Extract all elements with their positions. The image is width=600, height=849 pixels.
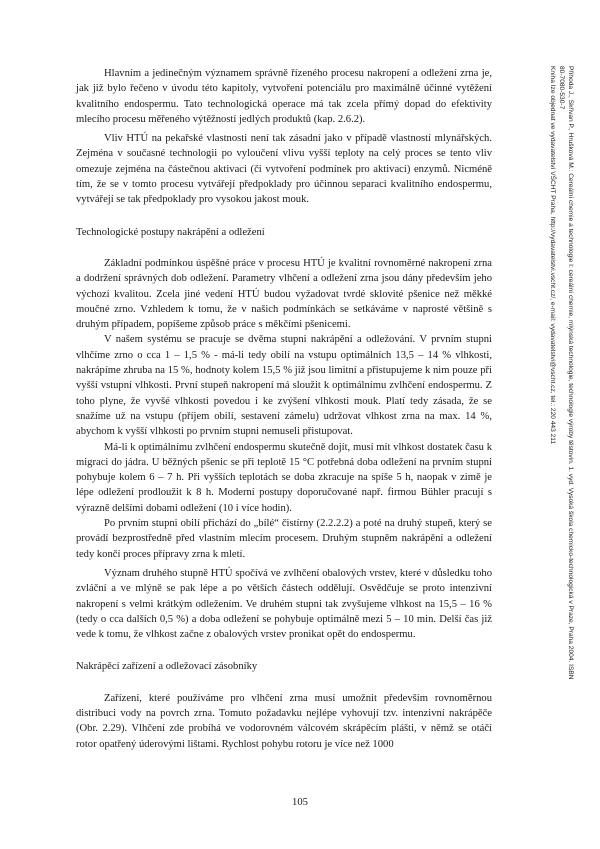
paragraph-8: Zařízení, které používáme pro vlhčení zrna musí umožnit především rovnoměrnou distribuci vody na povrch zrna. Tomuto požadavku nejlépe vyhovují tzv. intenzivní nakrápěče (Obr. 2.29). Vlhčení zde probíhá ve vodorovném válcovém skrápěcím plášti, v němž se otáčí rotor opatřený úderovými lištami. Rychlost pohybu rotoru je více než 1000 [76,692,492,750]
paragraph-3: Základní podmínkou úspěšné práce v procesu HTÚ je kvalitní rovnoměrné nakropení zrna a dodržení správných dob odležení. Parametry vlhčení a odležení zrna jsou dány především jeho výchozí kvalitou. Zcela jiné vedení HTÚ budou vyžadovat tvrdé sklovité pšenice než měkké moučné zrno. Vzhledem k tomu, že v našich podmínkách se setkáváme v naprosté většině s druhým případem, popíšeme způsob práce s měkčími pšenicemi. [76,257,492,331]
paragraph-1: Hlavním a jedinečným významem správně řízeného procesu nakropení a odležení zrna je, jak již bylo řečeno v úvodu této kapitoly, vytvoření potenciálu pro maximálně účinné vytěžení kvalitního endospermu. Tato technologická operace má tak zcela přímý dopad do efektivity mlecího procesu měřeného výtěžností jedlých produktů (kap. 2.6.2). [76,68,492,125]
side-citation-line-1: Příhoda J., Skřivan P., Hrušková M.: Cereální chemie a technologie I: cereální chemie, mlýnská technologie, technologie výroby těstovin. 1. vyd. Vysoká škola chemicko-technologická v Praze, Praha 2004. ISBN [567,66,574,680]
paragraph-4: V našem systému se pracuje se dvěma stupni nakrápění a odležování. V prvním stupni vlhčíme zrno o cca 1 – 1,5 % - má-li tedy obilí na vstupu optimálních 13,5 – 14 % vlhkosti, nakrápíme zhruba na 15 %, hodnoty kolem 15,5 % již jsou limitní a přistupujeme k nim pouze při vyšší vstupní vlhkosti. První stupeň nakropení má sloužit k optimálnímu zvlhčení endospermu. Z toho plyne, že vyvšé vlhkosti povedou i ke zvýšení vlhkosti mouk. Platí tedy zásada, že se snažíme už na vstupu (příjem obilí, sestavení zámelu) udržovat vlhkost zrna na max. 14 %, abychom k vyšší vlhkosti po prvním stupni nemuseli přistupovat. [76,334,492,438]
main-text [76,66,492,752]
side-citation-line-3: Kniha Ize objednat ve vydavatelství VŠCHT Praha, http://vydavatelstvi.vscht.cz/, e-mail: vydavatelstvi@vscht.cz, tel.: 220 443 211 [548,66,556,445]
side-citation [547,66,575,802]
section-heading-2: Nakrápěcí zařízení a odležovací zásobníky [76,661,258,673]
paragraph-2: Vliv HTÚ na pekařské vlastnosti není tak zásadní jako v případě vlastností mlynářských. Zejména v současné technologii po vyloučení vlivu vyšší teploty na celý proces se tento vliv omezuje zejména na částečnou aktivaci (či vytvoření podmínek pro aktivaci) enzymů. Nicméně tím, že se v tomto procesu vytvářejí předpoklady pro účinnou separaci kvalitního endospermu, vytvářejí se tak předpoklady pro vysokou jakost mouk. [76,133,492,206]
side-citation-line-2: 80-7080-530-7 [557,66,565,110]
page-number: 105 [292,797,308,808]
paragraph-7: Význam druhého stupně HTÚ spočívá ve zvlhčení obalových vrstev, které v důsledku toho zvláční a ve mlýně se pak lépe a po větších částech oddělují. Osvědčuje se proto intenzivní nakropení s velmi krátkým odležením. Ve druhém stupni tak zvyšujeme vlhkost na 15,5 – 16 % (tedy o cca dalších 0,5 %) a doba odležení se pohybuje optimálně mezi 5 – 10 min. Delší čas již vede k tomu, že vlhkost začne z obalových vrstev pronikat opět do endospermu. [76,567,492,641]
paragraph-5: Má-li k optimálnímu zvlhčení endospermu skutečně dojít, musí mít vlhkost dostatek času k migraci do jádra. U běžných pšenic se při teplotě 15 °C potřebná doba odležení na prvním stupni pohybuje kolem 6 – 7 h. Při vyšších teplotách se doba zkracuje na spíše 5 h, naopak v zimě je lépe odležení prodloužit k 8 h. Moderní postupy doporučované např. firmou Bühler pracují s výrazně delšími dobami odležení (10 i více hodin). [76,441,492,514]
section-heading-1: Technologické postupy nakrápění a odležení [76,226,265,238]
paragraph-6: Po prvním stupni obilí přichází do „bílé“ čistírny (2.2.2.2) a poté na druhý stupeň, který se provádí bezprostředně před vlastním mlecím procesem. Druhým stupněm nakrápění a odležení tedy končí proces přípravy zrna k mletí. [76,518,492,560]
